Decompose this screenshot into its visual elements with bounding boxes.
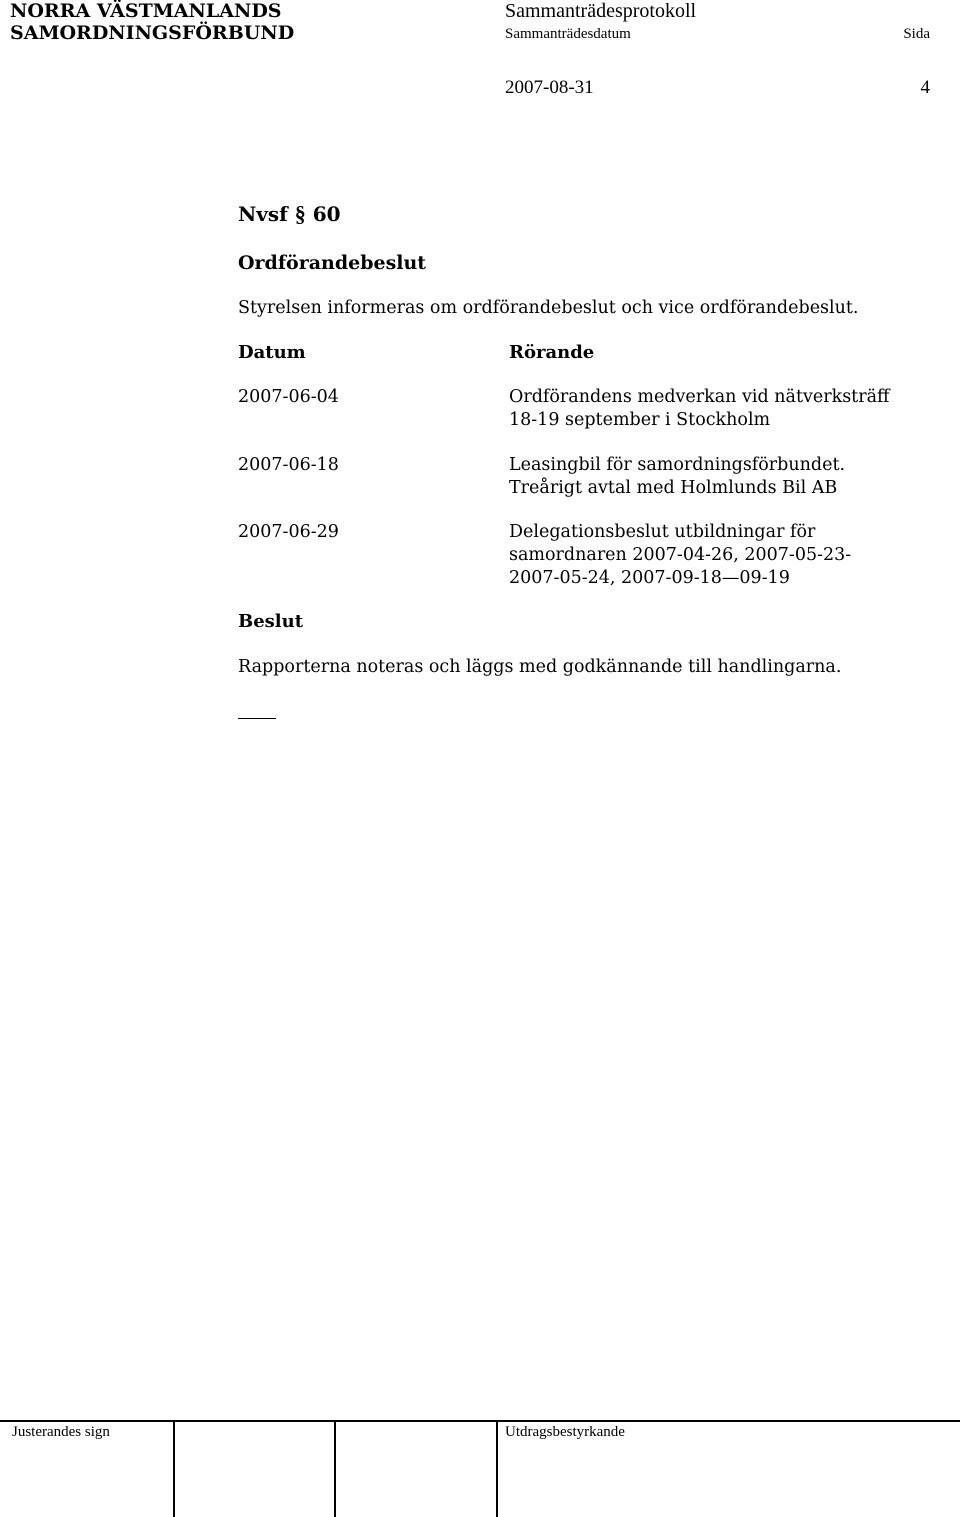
row-description xyxy=(509,386,929,432)
row-description-line: 2007-05-24, 2007-09-18—09-19 xyxy=(509,568,790,588)
row-date: 2007-06-04 xyxy=(238,387,339,407)
section-number: 60 xyxy=(312,202,341,226)
section-prefix: Nvsf xyxy=(238,202,288,226)
signature-footer xyxy=(0,1420,960,1517)
row-date: 2007-06-18 xyxy=(238,455,339,475)
row-date: 2007-06-29 xyxy=(238,522,339,542)
row-description xyxy=(509,521,929,590)
decision-heading: Beslut xyxy=(238,611,304,632)
meeting-date: 2007-08-31 xyxy=(505,77,594,98)
row-description-line: Leasingbil för samordningsförbundet. xyxy=(509,455,846,475)
row-description-line: Delegationsbeslut utbildningar för xyxy=(509,522,816,542)
row-description-line: samordnaren 2007-04-26, 2007-05-23- xyxy=(509,545,852,565)
section-title: Ordförandebeslut xyxy=(238,252,427,274)
section-intro: Styrelsen informeras om ordförandebeslut och vice ordförandebeslut. xyxy=(238,298,859,318)
meeting-date-label: Sammanträdesdatum xyxy=(505,26,631,42)
page-number: 4 xyxy=(920,77,930,98)
footer-divider xyxy=(173,1420,175,1517)
footer-divider xyxy=(334,1420,336,1517)
decision-text: Rapporterna noteras och läggs med godkännande till handlingarna. xyxy=(238,657,842,677)
row-description-line: Ordförandens medverkan vid nätverksträff xyxy=(509,387,890,407)
document-type: Sammanträdesprotokoll xyxy=(505,0,697,22)
column-header-subject: Rörande xyxy=(509,342,595,363)
footer-divider xyxy=(496,1420,498,1517)
organization-name-line1: NORRA VÄSTMANLANDS xyxy=(10,0,282,22)
page-label: Sida xyxy=(903,26,930,42)
sign-label: Justerandes sign xyxy=(12,1424,110,1440)
row-description-line: 18-19 september i Stockholm xyxy=(509,410,771,430)
section-heading xyxy=(238,201,341,227)
end-divider xyxy=(238,718,276,719)
footer-top-rule xyxy=(0,1420,960,1422)
extract-label: Utdragsbestyrkande xyxy=(505,1424,625,1440)
row-description-line: Treårigt avtal med Holmlunds Bil AB xyxy=(509,478,838,498)
column-header-date: Datum xyxy=(238,342,306,363)
row-description xyxy=(509,454,929,500)
organization-name-line2: SAMORDNINGSFÖRBUND xyxy=(10,22,295,44)
section-symbol: § xyxy=(294,201,306,226)
